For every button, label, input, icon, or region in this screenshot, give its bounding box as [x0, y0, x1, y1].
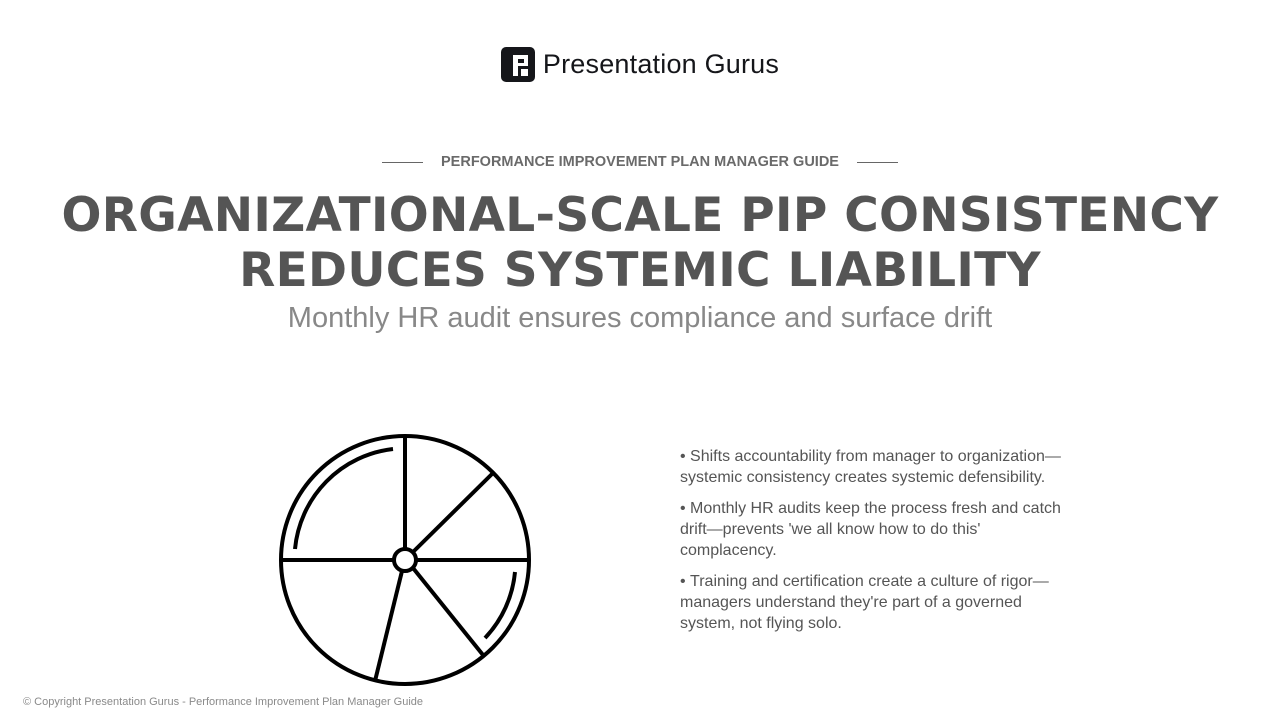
copyright-footer: © Copyright Presentation Gurus - Performance Improvement Plan Manager Guide: [23, 696, 424, 708]
eyebrow-label: PERFORMANCE IMPROVEMENT PLAN MANAGER GUIDE: [441, 154, 839, 170]
eyebrow-right-rule: [857, 162, 898, 163]
list-item: • Training and certification create a culture of rigor—managers understand they're part of a governed system, not flying solo.: [680, 571, 1070, 634]
slide-title-line-1: ORGANIZATIONAL-SCALE PIP CONSISTENCY: [61, 188, 1219, 243]
slide-title: [40, 188, 1240, 298]
slide-title-line-2: REDUCES SYSTEMIC LIABILITY: [239, 243, 1041, 298]
brand-logo-group: [501, 47, 779, 82]
list-item: • Monthly HR audits keep the process fresh and catch drift—prevents 'we all know how to do this' complacency.: [680, 498, 1070, 561]
key-points-list: [680, 446, 1070, 644]
brand-logo: [0, 47, 1280, 82]
eyebrow-left-rule: [382, 162, 423, 163]
presentation-gurus-logo-icon: [501, 47, 535, 82]
brand-name: Presentation Gurus: [542, 49, 780, 79]
section-eyebrow: [0, 152, 1280, 172]
segmented-wheel-icon: [278, 432, 532, 688]
slide-subtitle: Monthly HR audit ensures compliance and surface drift: [287, 302, 993, 334]
list-item: • Shifts accountability from manager to organization—systemic consistency creates systemic defensibility.: [680, 446, 1070, 488]
